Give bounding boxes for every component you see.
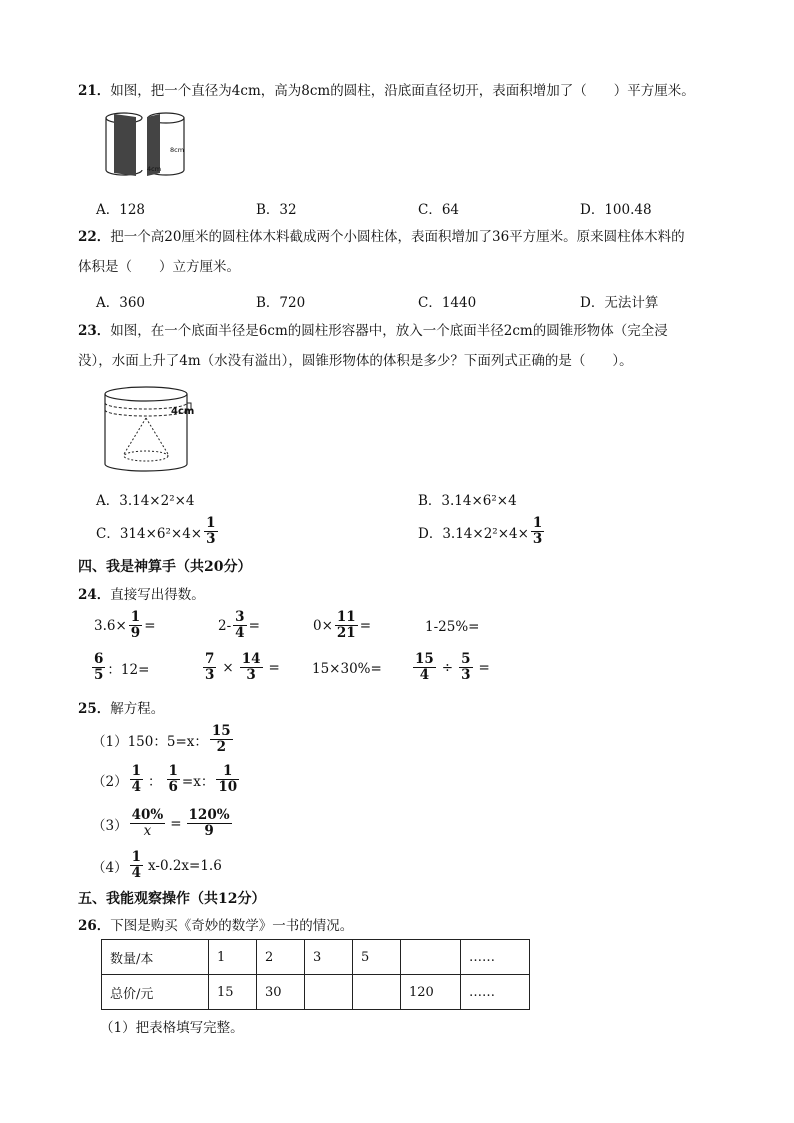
q21-stem (78, 76, 695, 106)
q26-subquestion-1: （1）把表格填写完整。 (100, 1020, 244, 1036)
table-cell: 15 (209, 975, 257, 1010)
table-cell: …… (461, 975, 530, 1010)
table-cell: 3 (305, 940, 353, 975)
q22-number: 22． (78, 229, 111, 245)
q22-stem-line2: 体积是（ ）立方厘米。 (78, 259, 240, 275)
q23-stem-line1 (78, 316, 668, 346)
table-row (102, 975, 530, 1010)
q24-item-6: $\frac{7}{3}$ × $\frac{14}{3}$ = (205, 651, 280, 683)
q24-item-8: $\frac{15}{4}$ ÷ $\frac{5}{3}$ = (415, 651, 490, 683)
table-cell: 2 (257, 940, 305, 975)
q23-container-figure (100, 384, 200, 476)
q25-equation-4: （4） $\frac{1}{4}$ x-0.2x=1.6 (92, 849, 222, 881)
q23-number: 23． (78, 323, 111, 339)
q21-option-d[interactable]: D．100.48 (580, 202, 652, 218)
q23-text-1: 如图，在一个底面半径是6cm的圆柱形容器中，放入一个底面半径2cm的圆锥形物体（完全浸 (110, 323, 668, 339)
table-cell: 总价/元 (102, 975, 209, 1010)
q24-text: 直接写出得数。 (110, 587, 205, 603)
q22-option-d[interactable]: D．无法计算 (580, 295, 659, 311)
q25-equation-2: （2） $\frac{1}{4}$ ： $\frac{1}{6}$ =x： $\frac{1}{10}$ (92, 763, 238, 795)
q21-diameter-label: 4cm (147, 165, 162, 173)
q24-stem (78, 583, 205, 603)
table-cell: 数量/本 (102, 940, 209, 975)
q22-option-a[interactable]: A．360 (96, 295, 146, 311)
section-5-title: 五、我能观察操作（共12分） (78, 891, 266, 907)
q24-item-4: 1-25%= (425, 619, 480, 635)
q21-text: 如图，把一个直径为4cm，高为8cm的圆柱，沿底面直径切开，表面积增加了（ ）平方厘米。 (110, 83, 695, 99)
q21-height-label: 8cm (170, 146, 185, 154)
q23-rise-label: 4cm (171, 406, 195, 417)
q21-number: 21． (78, 83, 111, 99)
table-cell[interactable] (353, 975, 401, 1010)
q24-item-5: $\frac{6}{5}$ ：12= (94, 651, 150, 683)
table-cell: 5 (353, 940, 401, 975)
section-4-title: 四、我是神算手（共20分） (78, 559, 252, 575)
q24-number: 24． (78, 587, 111, 603)
table-row (102, 940, 530, 975)
table-cell[interactable] (305, 975, 353, 1010)
q24-item-1: 3.6× $\frac{1}{9}$ = (94, 609, 156, 641)
q21-option-b[interactable]: B．32 (256, 202, 297, 218)
q23-option-d-text: D．3.14×2²×4× (418, 525, 529, 542)
q25-equation-3: （3） $\frac{40\%}{x}$ = $\frac{120\%}{9}$ (92, 807, 230, 839)
table-cell: …… (461, 940, 530, 975)
q22-option-b[interactable]: B．720 (256, 295, 306, 311)
q25-equation-1: （1）150：5=x： $\frac{15}{2}$ (92, 723, 231, 755)
q23-option-b[interactable]: B．3.14×6²×4 (418, 493, 517, 509)
q23-option-c-text: C．314×6²×4× (96, 525, 203, 542)
q23-option-a[interactable]: A．3.14×2²×4 (96, 493, 195, 509)
q25-stem (78, 697, 164, 717)
q23-option-c[interactable] (96, 516, 220, 547)
table-cell: 30 (257, 975, 305, 1010)
q24-item-3: 0× $\frac{11}{21}$ = (313, 609, 372, 641)
q23-stem-line2: 没），水面上升了4m（水没有溢出），圆锥形物体的体积是多少？下面列式正确的是（ ）。 (78, 353, 633, 369)
q21-cylinder-figure (100, 108, 192, 184)
q21-option-c[interactable]: C．64 (418, 202, 460, 218)
q23-option-d-fraction: $\frac{1}{3}$ (532, 515, 543, 547)
q25-text: 解方程。 (110, 701, 165, 717)
table-cell: 120 (401, 975, 461, 1010)
q21-option-a[interactable]: A．128 (96, 202, 146, 218)
table-cell[interactable] (401, 940, 461, 975)
q22-text-1: 把一个高20厘米的圆柱体木料截成两个小圆柱体，表面积增加了36平方厘米。原来圆柱体木料的 (110, 229, 685, 245)
q26-price-table (101, 939, 530, 1010)
q22-option-c[interactable]: C．1440 (418, 295, 477, 311)
q26-text: 下图是购买《奇妙的数学》一书的情况。 (110, 918, 354, 934)
q26-number: 26． (78, 918, 111, 934)
q24-item-2: 2- $\frac{3}{4}$ = (218, 609, 260, 641)
table-cell: 1 (209, 940, 257, 975)
q24-item-7: 15×30%= (312, 661, 382, 677)
q23-option-c-fraction: $\frac{1}{3}$ (206, 515, 216, 547)
q22-stem-line1 (78, 222, 685, 252)
q23-option-d[interactable] (418, 516, 546, 547)
q26-stem (78, 914, 353, 934)
q25-number: 25． (78, 701, 111, 717)
